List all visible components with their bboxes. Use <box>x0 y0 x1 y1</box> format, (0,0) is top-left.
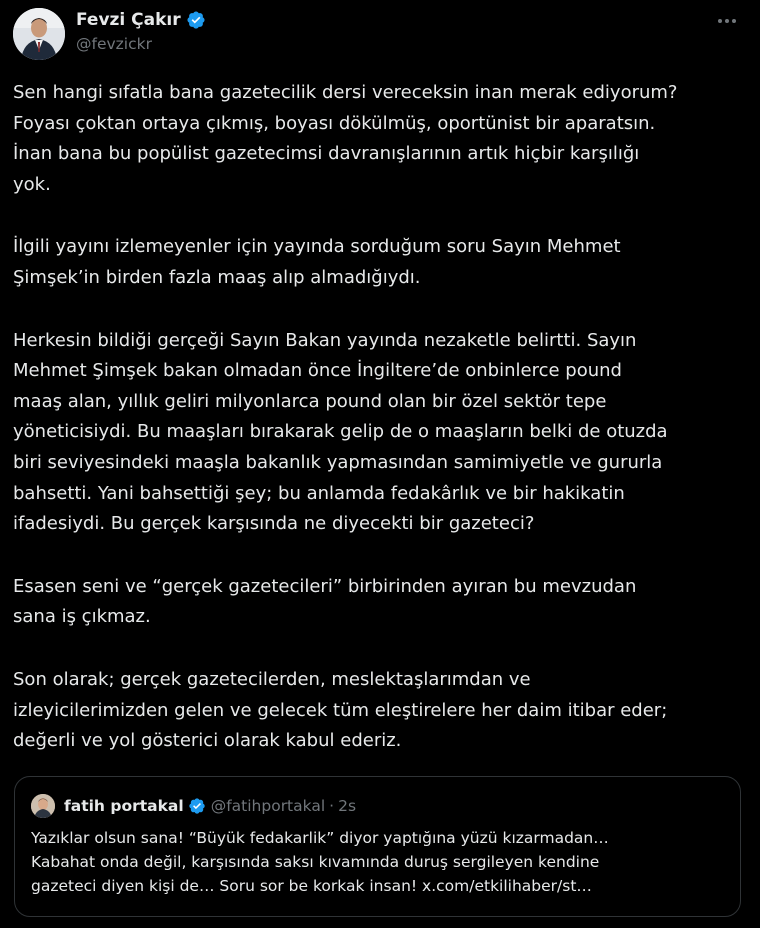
quoted-author-avatar-image <box>31 794 55 818</box>
author-name-row[interactable] <box>76 9 206 31</box>
more-options-button[interactable] <box>712 10 742 32</box>
author-handle[interactable]: @fevzickr <box>76 35 152 53</box>
tweet-text <box>13 78 753 789</box>
more-options-icon <box>712 10 742 32</box>
author-avatar-image <box>13 8 65 60</box>
quoted-author-avatar[interactable] <box>31 794 55 818</box>
quoted-author-handle[interactable]: @fatihportakal <box>210 797 326 815</box>
verified-badge-icon[interactable] <box>186 10 206 30</box>
quoted-timestamp[interactable]: 2s <box>338 797 357 815</box>
tweet-paragraph: Esasen seni ve “gerçek gazetecileri” birbirinden ayıran bu mevzudan sana iş çıkmaz. <box>13 575 637 628</box>
tweet-paragraph: Sen hangi sıfatla bana gazetecilik dersi vereceksin inan merak ediyorum? Foyası çoktan ortaya çıkmış, boyası dökülmüş, oportünist bir aparatsın. İnan bana bu popülist gazetecimsi davranışlarının artık hiçbir karşılığı yok. <box>13 82 678 195</box>
tweet-paragraph: Herkesin bildiği gerçeği Sayın Bakan yayında nezaketle belirtti. Sayın Mehmet Şimşek bakan olmadan önce İngiltere’de onbinlerce pound maaş alan, yıllık geliri milyonlarca pound olan bir özel sektör tepe yöneticisiydi. Bu maaşları bırakarak gelip de o maaşların belki de otuzda biri seviyesindeki maaşla bakanlık yapmasından samimiyetle ve gururla bahsetti. Yani bahsettiği şey; bu anlamda fedakârlık ve bir hakikatin ifadesiydi. Bu gerçek karşısında ne diyecekti bir gazeteci? <box>13 329 668 535</box>
tweet-paragraph: İlgili yayını izlemeyenler için yayında sorduğum soru Sayın Mehmet Şimşek’in birden fazla maaş alıp almadığıydı. <box>13 236 621 288</box>
tweet-paragraph: Son olarak; gerçek gazetecilerden, meslektaşlarımdan ve izleyicilerimizden gelen ve gelecek tüm eleştirelere her daim itibar eder; değerli ve yol gösterici olarak kabul ederiz. <box>13 668 668 752</box>
quoted-author-name[interactable]: fatih portakal <box>64 797 184 815</box>
verified-badge-icon[interactable] <box>188 797 206 815</box>
separator-dot: · <box>329 797 335 815</box>
quoted-tweet-text: Yazıklar olsun sana! “Büyük fedakarlik” diyor yaptığına yüzü kızarmadan… Kabahat onda değil, karşısında saksı kıvamında duruş sergileyen kendine gazeteci diyen kişi de… Soru sor be korkak insan! x.com/etkilihaber/st… <box>31 829 609 895</box>
author-name[interactable]: Fevzi Çakır <box>76 10 181 30</box>
quoted-header <box>64 795 356 817</box>
quoted-tweet[interactable] <box>14 776 741 917</box>
author-avatar[interactable] <box>13 8 65 60</box>
